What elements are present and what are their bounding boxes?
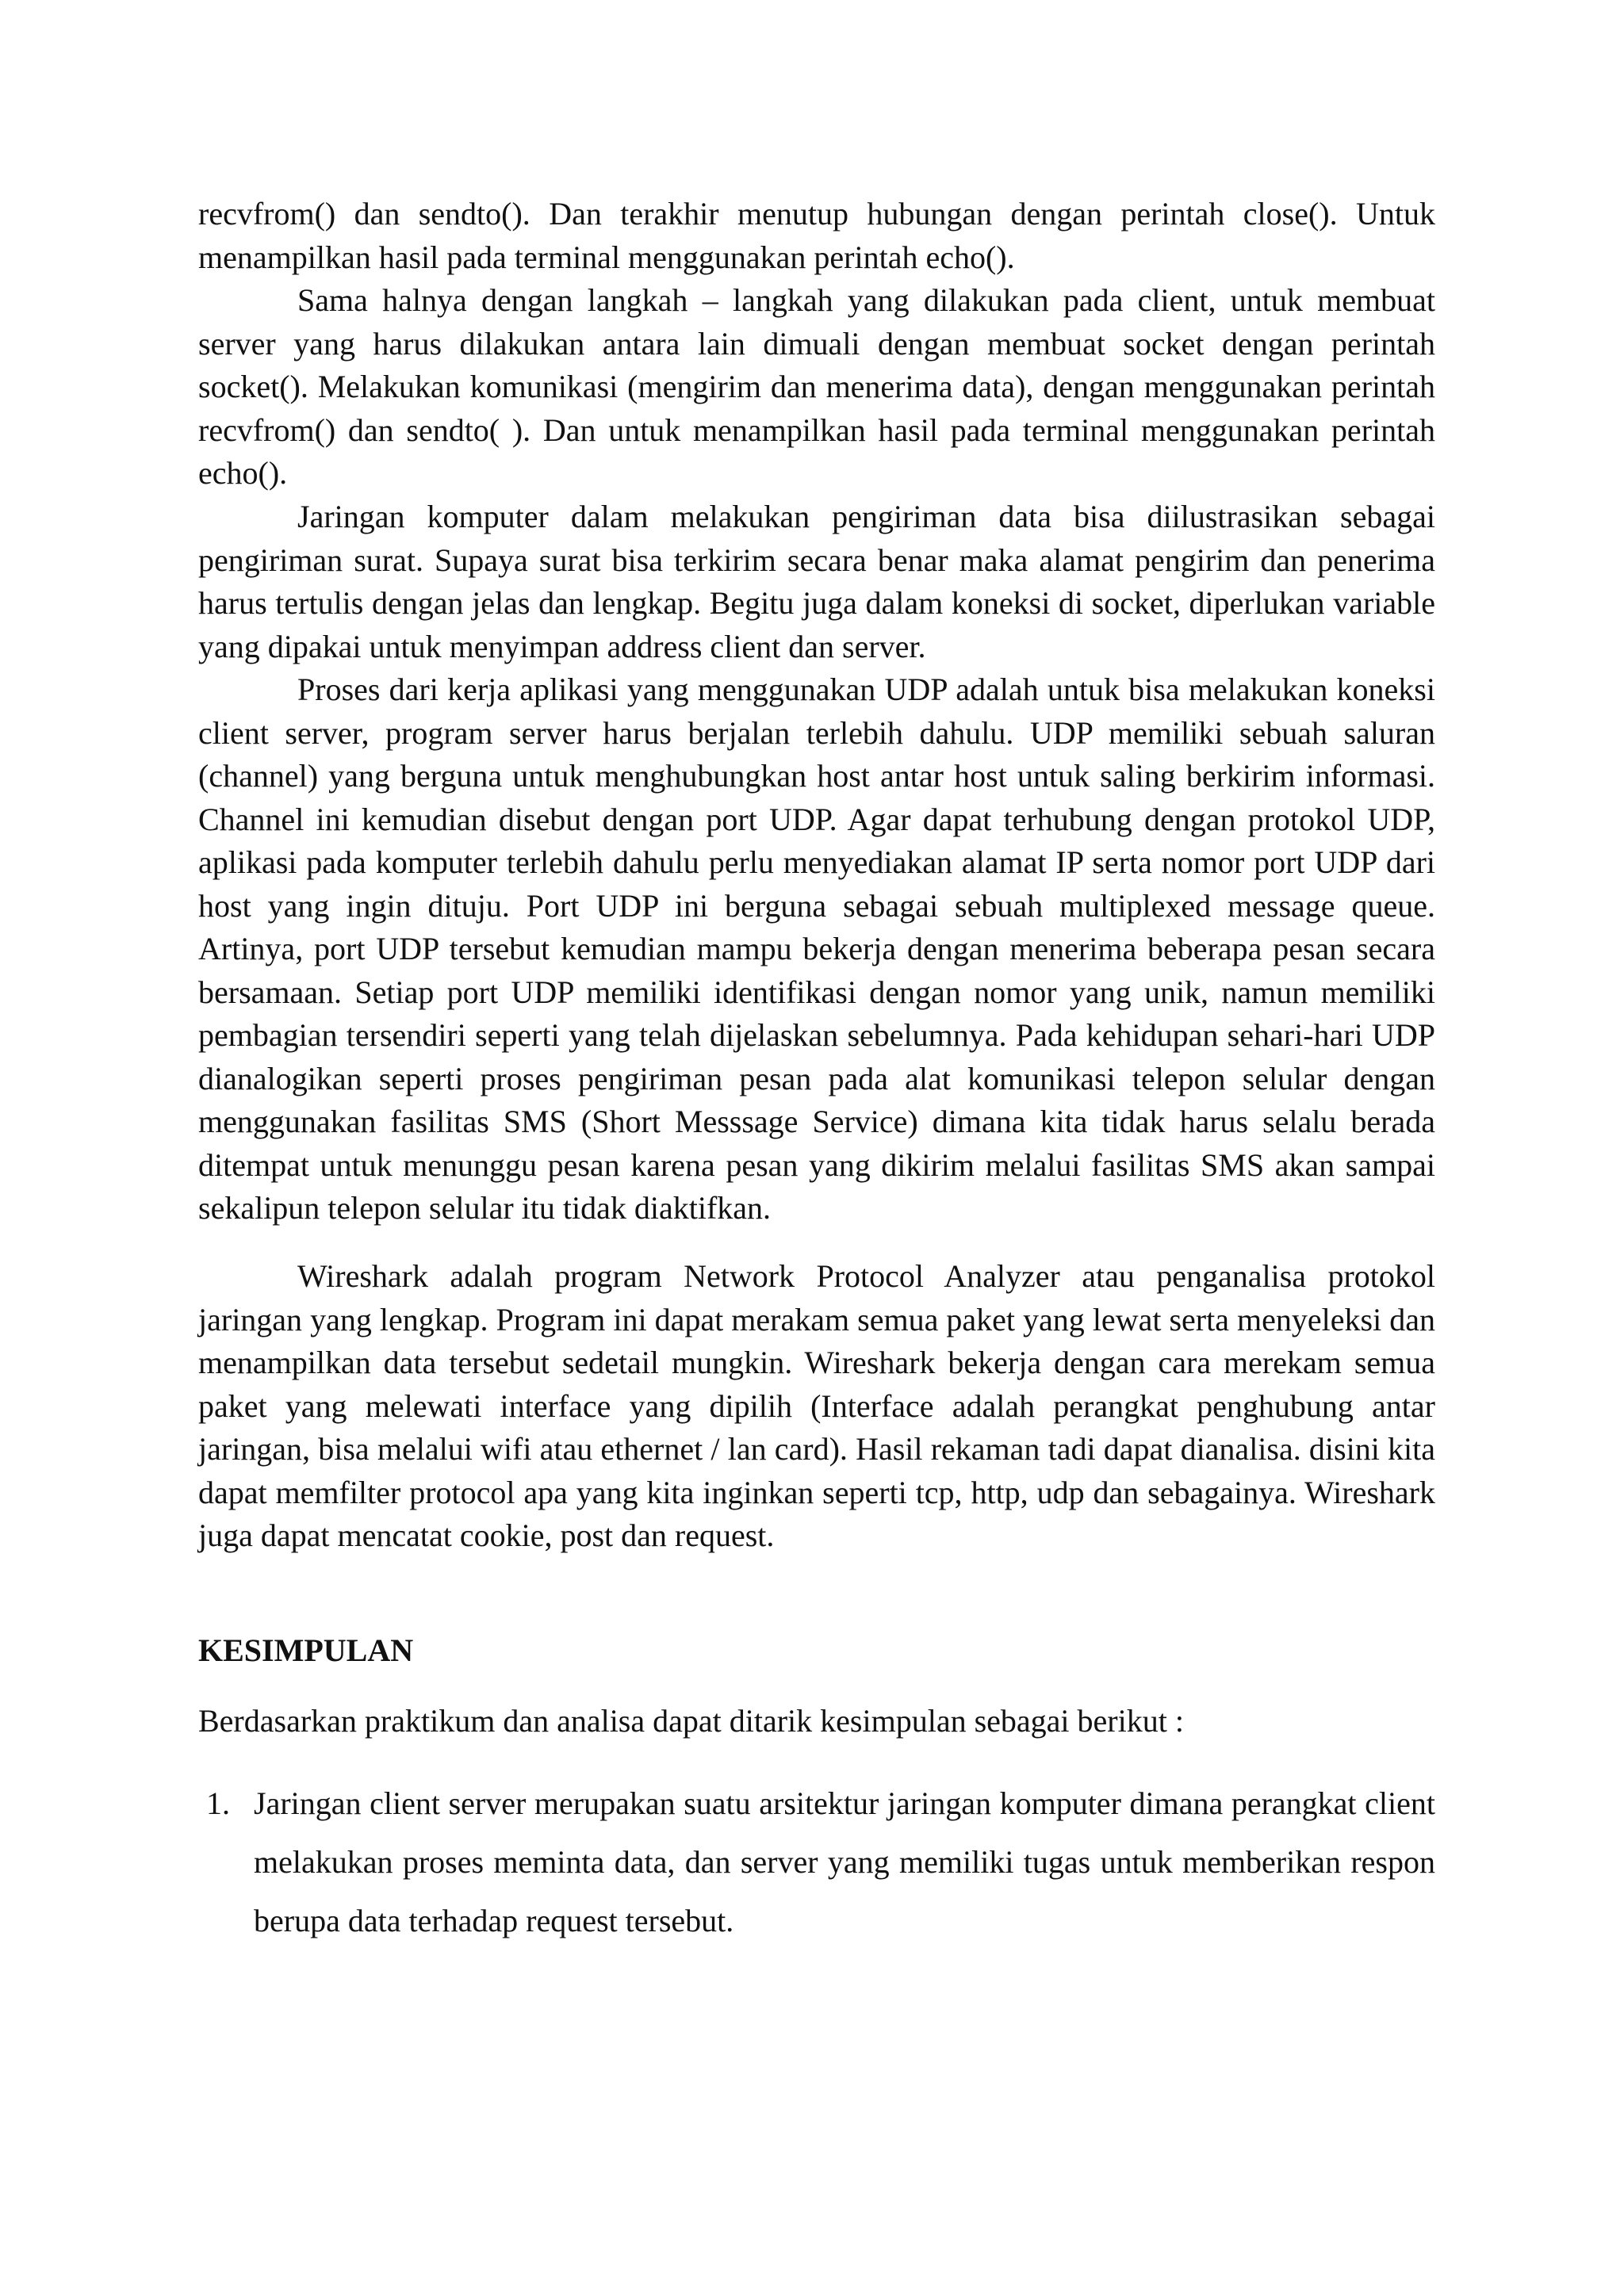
list-item-number: 1. <box>206 1785 230 1821</box>
paragraph-network-analogy: Jaringan komputer dalam melakukan pengiriman data bisa diilustrasikan sebagai pengiriman surat. Supaya surat bisa terkirim secara benar maka alamat pengirim dan penerima harus tertulis dengan jelas dan lengkap. Begitu juga dalam koneksi di socket, diperlukan variable yang dipakai untuk menyimpan address client dan server. <box>198 499 1435 664</box>
list-item-text: Jaringan client server merupakan suatu arsitektur jaringan komputer dimana perangkat client melakukan proses meminta data, dan server yang memiliki tugas untuk memberikan respon berupa data terhadap request tersebut. <box>254 1785 1435 1938</box>
conclusion-intro: Berdasarkan praktikum dan analisa dapat ditarik kesimpulan sebagai berikut : <box>198 1703 1184 1739</box>
paragraph-socket-server: Sama halnya dengan langkah – langkah yang dilakukan pada client, untuk membuat server yang harus dilakukan antara lain dimuali dengan membuat socket dengan perintah socket(). Melakukan komunikasi (mengirim dan menerima data), dengan menggunakan perintah recvfrom() dan sendto( ). Dan untuk menampilkan hasil pada terminal menggunakan perintah echo(). <box>198 282 1435 491</box>
list-item <box>198 1774 1435 1950</box>
conclusion-list <box>198 1774 1435 1950</box>
conclusion-heading: KESIMPULAN <box>198 1632 414 1668</box>
paragraph-udp-process: Proses dari kerja aplikasi yang menggunakan UDP adalah untuk bisa melakukan koneksi client server, program server harus berjalan terlebih dahulu. UDP memiliki sebuah saluran (channel) yang berguna untuk menghubungkan host antar host untuk saling berkirim informasi. Channel ini kemudian disebut dengan port UDP. Agar dapat terhubung dengan protokol UDP, aplikasi pada komputer terlebih dahulu perlu menyediakan alamat IP serta nomor port UDP dari host yang ingin dituju. Port UDP ini berguna sebagai sebuah multiplexed message queue. Artinya, port UDP tersebut kemudian mampu bekerja dengan menerima beberapa pesan secara bersamaan. Setiap port UDP memiliki identifikasi dengan nomor yang unik, namun memiliki pembagian tersendiri seperti yang telah dijelaskan sebelumnya. Pada kehidupan sehari-hari UDP dianalogikan seperti proses pengiriman pesan pada alat komunikasi telepon selular dengan menggunakan fasilitas SMS (Short Messsage Service) dimana kita tidak harus selalu berada ditempat untuk menunggu pesan karena pesan yang dikirim melalui fasilitas SMS akan sampai sekalipun telepon selular itu tidak diaktifkan. <box>198 672 1435 1226</box>
paragraph-wireshark: Wireshark adalah program Network Protocol Analyzer atau penganalisa protokol jaringan yang lengkap. Program ini dapat merakam semua paket yang lewat serta menyeleksi dan menampilkan data tersebut sedetail mungkin. Wireshark bekerja dengan cara merekam semua paket yang melewati interface yang dipilih (Interface adalah perangkat penghubung antar jaringan, bisa melalui wifi atau ethernet / lan card). Hasil rekaman tadi dapat dianalisa. disini kita dapat memfilter protocol apa yang kita inginkan seperti tcp, http, udp dan sebagainya. Wireshark juga dapat mencatat cookie, post dan request. <box>198 1258 1435 1553</box>
paragraph-socket-client-end: recvfrom() dan sendto(). Dan terakhir menutup hubungan dengan perintah close(). Untuk menampilkan hasil pada terminal menggunakan perintah echo(). <box>198 196 1435 275</box>
